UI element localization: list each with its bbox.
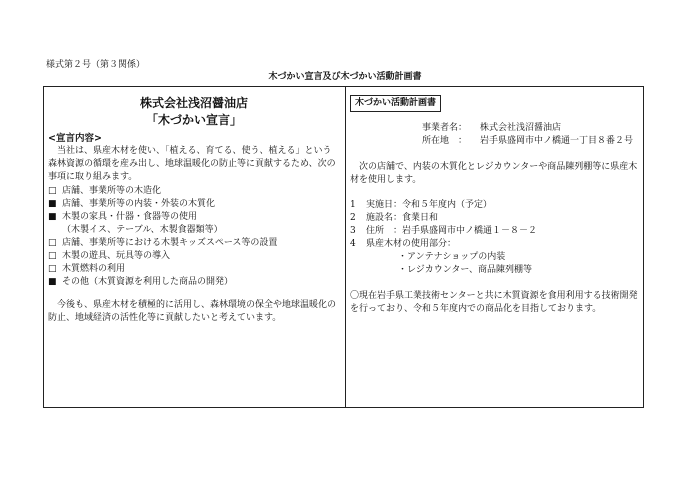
list-item [48, 185, 340, 198]
address-value: 岩手県盛岡市中ノ橋通一丁目８番２号 [480, 136, 634, 147]
section-label: <宣言内容> [48, 132, 102, 144]
item-text: 木質燃料の利用 [62, 263, 126, 274]
list-item [48, 276, 340, 289]
plan-title: 木づかい活動計画書 [350, 95, 441, 112]
plan-item [350, 199, 640, 212]
plan-item-text: 県産木材の使用部分： [366, 239, 457, 250]
list-item [48, 263, 340, 276]
plan-item [350, 238, 640, 251]
plan-item-number: 4 [350, 239, 356, 250]
address-row [422, 135, 640, 148]
checkbox-mark: □ [48, 237, 57, 248]
item-text: 木製の家具・什器・食器等の使用 [62, 211, 198, 222]
item-text: 店舗、事業所等の内装・外装の木質化 [62, 198, 216, 209]
plan-item-text: 施設名：食業日和 [366, 213, 439, 224]
declaration-column [48, 95, 340, 325]
item-text: その他（木質資源を利用した商品の開発） [62, 276, 234, 287]
list-item [48, 198, 340, 211]
checkbox-mark: □ [48, 263, 57, 274]
item-text: 店舗、事業所等における木製キッズスペース等の設置 [62, 237, 278, 248]
list-item [48, 237, 340, 250]
checkbox-mark: ■ [48, 198, 57, 209]
plan-item-number: 3 [350, 226, 356, 237]
operator-label: 事業者名： [422, 123, 468, 134]
plan-item [350, 225, 640, 238]
address-label: 所在地 ： [422, 136, 468, 147]
list-item [48, 224, 340, 237]
checkbox-mark: □ [48, 250, 57, 261]
company-name: 株式会社浅沼醤油店 [139, 96, 248, 110]
document-title: 木づかい宣言及び木づかい活動計画書 [268, 72, 422, 82]
plan-item-text: 住所 ：岩手県盛岡市中ノ橋通１－８－２ [366, 226, 538, 237]
declaration-closing: 今後も、県産木材を積極的に活用し、森林環境の保全や地球温暖化の防止、地域経済の活性化等に貢献したいと考えています。 [48, 299, 337, 323]
operator-info [350, 122, 640, 148]
plan-item-number: 1 [350, 200, 356, 211]
operator-row [422, 122, 640, 135]
declaration-items [48, 185, 340, 289]
item-text: （木製イス、テーブル、木製食器類等） [62, 224, 223, 235]
plan-items [350, 199, 640, 277]
usage-part: ・レジカウンター、商品陳列棚等 [398, 265, 533, 276]
list-item [48, 211, 340, 224]
plan-item-text: 実施日：令和５年度内（予定） [366, 200, 493, 211]
column-divider [345, 87, 346, 407]
declaration-title: 「木づかい宣言」 [145, 112, 242, 127]
plan-item-number: 2 [350, 213, 356, 224]
usage-part: ・アンテナショップの内装 [398, 252, 506, 263]
operator-value: 株式会社浅沼醤油店 [480, 123, 562, 134]
declaration-intro: 当社は、県産木材を使い、「植える、育てる、使う、植える」という森林資源の循環を産み出し、地球温暖化の防止等に貢献するため、次の事項に取り組みます。 [48, 146, 336, 183]
form-number: 様式第２号（第３関係） [46, 60, 146, 70]
plan-item [350, 212, 640, 225]
development-note: 〇現在岩手県工業技術センターと共に木質資源を食用利用する技術開発を行っており、令和５年度内での商品化を目指しております。 [350, 290, 638, 314]
document-frame [43, 86, 644, 408]
checkbox-mark: □ [48, 185, 57, 196]
plan-column [350, 95, 640, 316]
list-item [48, 250, 340, 263]
checkbox-mark: ■ [48, 211, 57, 222]
checkbox-mark: ■ [48, 276, 57, 287]
item-text: 木製の遊具、玩具等の導入 [62, 250, 171, 261]
item-text: 店舗、事業所等の木造化 [62, 185, 162, 196]
plan-description: 次の店舗で、内装の木質化とレジカウンターや商品陳列棚等に県産木材を使用します。 [350, 162, 638, 186]
